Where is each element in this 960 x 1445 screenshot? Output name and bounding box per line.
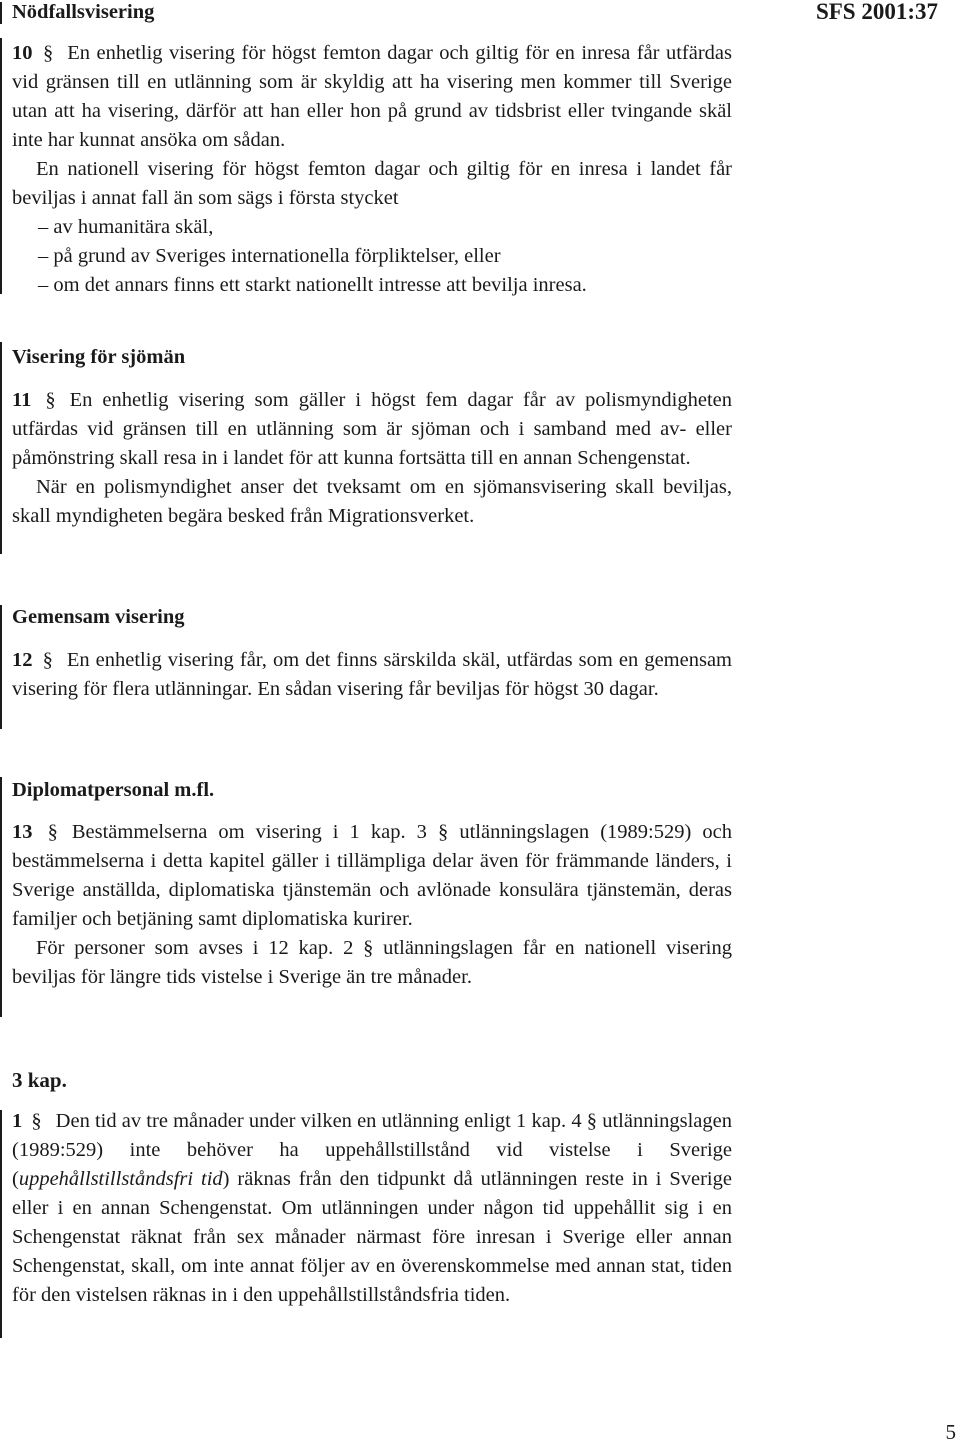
paragraph-body: En enhetlig visering som gäller i högst fem dagar får av polismyndigheten utfärdas vid gränsen till en utlänning som är sjöman och i samband med av- eller påmönstring skall resa in i landet för att kunna fortsätta till en annan Schengenstat.: [12, 389, 732, 469]
section-number: 10: [12, 42, 33, 64]
change-bar: [0, 38, 2, 294]
paragraph-body: En enhetlig visering får, om det finns särskilda skäl, utfärdas som en gemensam visering för flera utlänningar. En sådan visering får beviljas för högst 30 dagar.: [12, 649, 732, 700]
paragraph-10: [12, 39, 732, 300]
chapter-3: [12, 1068, 732, 1093]
paragraph-3-1: [12, 1107, 732, 1310]
paragraph-text: [12, 386, 732, 473]
paragraph-text: [12, 818, 732, 934]
section-heading: Gemensam visering: [12, 606, 185, 628]
paragraph-13: [12, 818, 732, 992]
list-item: – på grund av Sveriges internationella förpliktelser, eller: [38, 245, 501, 267]
section-number: 11: [12, 389, 32, 411]
section-heading: Visering för sjömän: [12, 346, 186, 368]
page-number: 5: [945, 1420, 956, 1444]
section-sign: §: [438, 821, 449, 843]
change-bar: [0, 777, 2, 1017]
sfs-number: SFS 2001:37: [815, 0, 938, 24]
paragraph-text: [12, 1107, 732, 1310]
section-number: 1: [12, 1110, 23, 1132]
paragraph-body: utlänningslagen (1989:529) inte behöver ha uppehållstillstånd vid vistelse i Sverige (: [12, 1110, 733, 1190]
paragraph-11: [12, 386, 732, 531]
section-heading: Diplomatpersonal m.fl.: [12, 779, 215, 801]
change-bar: [0, 605, 2, 729]
paragraph-text: [12, 934, 732, 992]
section-sign: §: [45, 389, 56, 411]
paragraph-body: För personer som avses i 12 kap. 2: [36, 937, 354, 959]
section-sign: §: [31, 1110, 42, 1132]
list-item: – av humanitära skäl,: [38, 216, 214, 238]
change-bar: [0, 1110, 2, 1338]
paragraph-body: utlänningslagen (1989:529) och bestämmelserna i detta kapitel gäller i tillämpliga delar även för främmande länders, i Sverige anställda, diplomatiska tjänstemän och avlönade konsulära tjänstemän, deras familjer och betjäning samt diplomatiska kurirer.: [12, 821, 732, 930]
paragraph-body: utlänningslagen får en nationell visering beviljas för längre tids vistelse i Sverige än tre månader.: [12, 937, 733, 988]
change-bar: [0, 2, 2, 24]
section-number: 12: [12, 649, 33, 671]
paragraph-body: ) räknas från den tidpunkt då utlänningen reste in i Sverige eller i en annan Schengenstat. Om utlänningen under någon tid uppehållit sig i en Schengenstat räknat från sex månader närmast före inresan i Sverige eller annan Schengenstat, skall, om inte annat följer av en överenskommelse med annan stat, tiden för den vistelsen räknas in i den uppehållstillståndsfria tiden.: [12, 1168, 732, 1306]
paragraph-body: Den tid av tre månader under vilken en utlänning enligt 1 kap. 4: [55, 1110, 582, 1132]
section-nodfallsvisering: [12, 0, 732, 24]
paragraph-text: [12, 39, 732, 155]
section-gemensam: [12, 605, 732, 629]
section-sign: §: [42, 649, 53, 671]
section-sign: §: [586, 1110, 598, 1132]
section-sjoman: [12, 345, 732, 369]
section-heading: Nödfallsvisering: [12, 1, 155, 23]
section-number: 13: [12, 821, 33, 843]
section-sign: §: [363, 937, 374, 959]
paragraph-text: En nationell visering för högst femton dagar och giltig för en inresa i landet får beviljas i annat fall än som sägs i första stycket: [12, 158, 732, 209]
section-sign: §: [42, 42, 54, 64]
paragraph-body: Bestämmelserna om visering i 1 kap. 3: [71, 821, 427, 843]
change-bar: [0, 342, 2, 554]
paragraph-text: När en polismyndighet anser det tveksamt om en sjömansvisering skall beviljas, skall myndigheten begära besked från Migrationsverket.: [12, 476, 732, 527]
paragraph-12: [12, 646, 732, 704]
section-sign: §: [47, 821, 58, 843]
list-item: – om det annars finns ett starkt nationellt intresse att bevilja inresa.: [38, 274, 587, 296]
defined-term: uppehållstillståndsfri tid: [18, 1168, 223, 1190]
chapter-heading: 3 kap.: [12, 1068, 67, 1092]
paragraph-text: [12, 646, 732, 704]
section-diplomat: [12, 778, 732, 802]
paragraph-body: En enhetlig visering för högst femton dagar och giltig för en inresa får utfärdas vid gränsen till en utlänning som är skyldig att ha visering men kommer till Sverige utan att ha visering, därför att han eller hon på grund av tidsbrist eller tvingande skäl inte har kunnat ansöka om sådan.: [12, 42, 732, 151]
